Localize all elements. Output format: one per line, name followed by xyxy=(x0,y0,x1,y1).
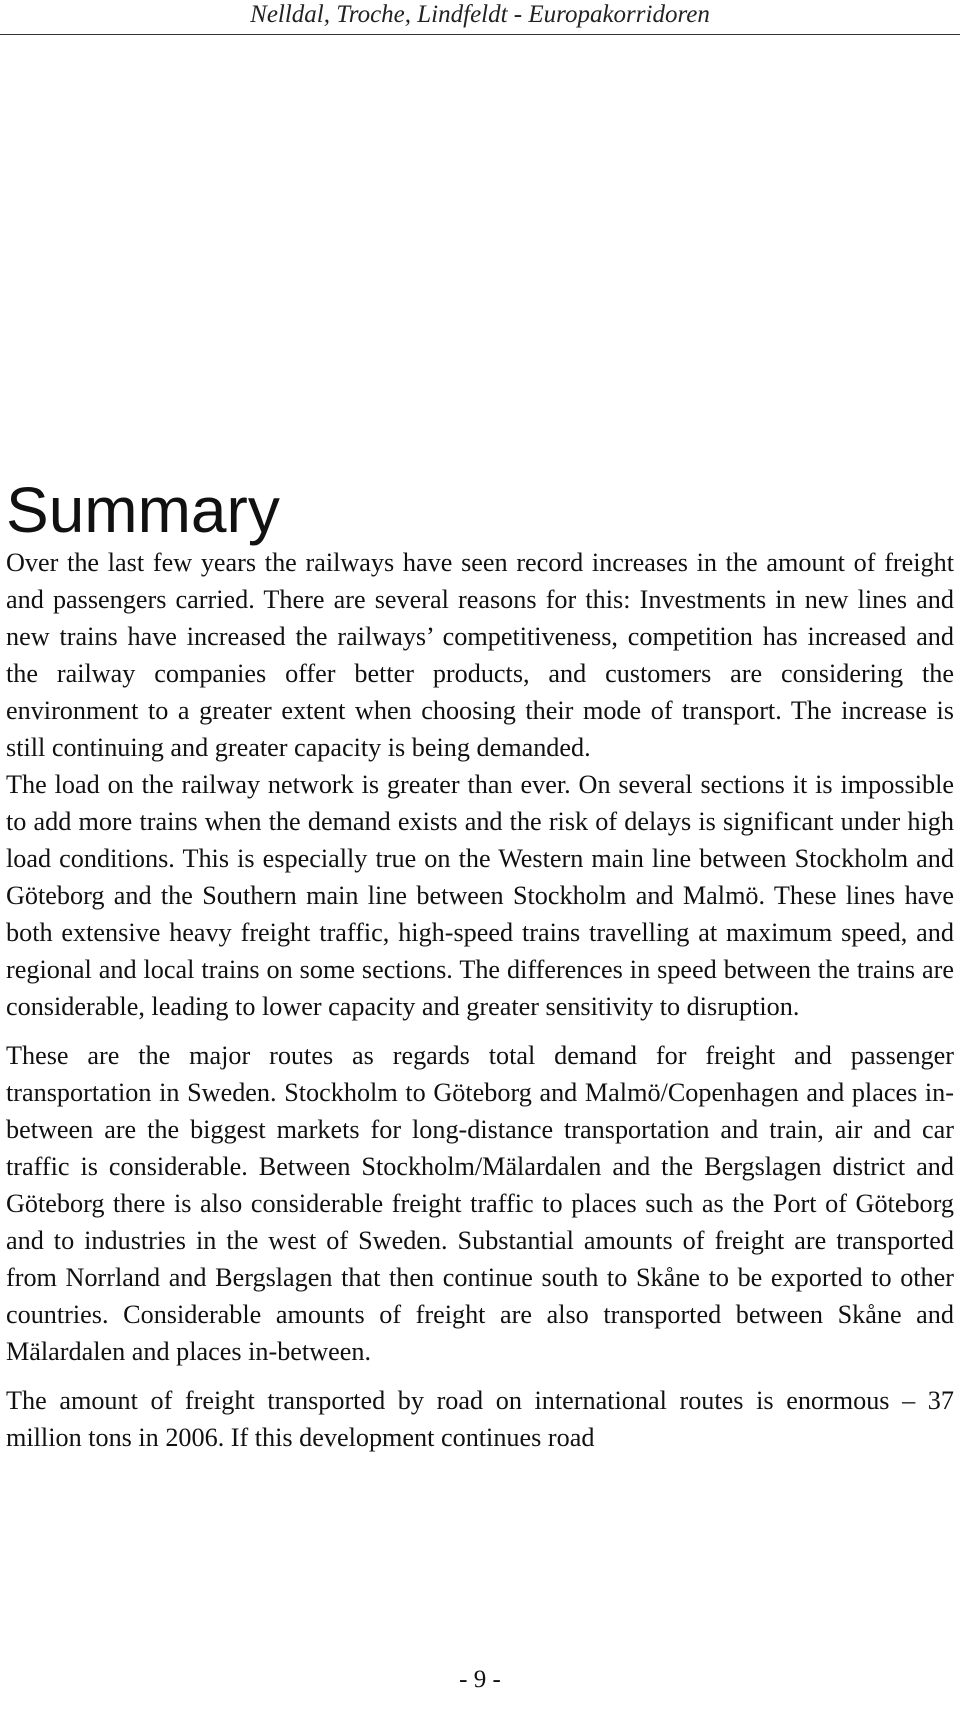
running-header: Nelldal, Troche, Lindfeldt - Europakorridoren xyxy=(250,1,710,28)
body-paragraph-4: The amount of freight transported by road on international routes is enormous – 37 million tons in 2006. If this development continues road xyxy=(6,1386,954,1452)
body-paragraph-2: The load on the railway network is greater than ever. On several sections it is impossible to add more trains when the demand exists and the risk of delays is significant under high load conditions. This is especially true on the Western main line between Stockholm and Göteborg and the Southern main line between Stockholm and Malmö. These lines have both extensive heavy freight traffic, high-speed trains travelling at maximum speed, and regional and local trains on some sections. The differences in speed between the trains are considerable, leading to lower capacity and greater sensitivity to disruption. xyxy=(6,770,954,1021)
body-paragraph-3: These are the major routes as regards total demand for freight and passenger transportation in Sweden. Stockholm to Göteborg and Malmö/Copenhagen and places in-between are the biggest markets for long-distance transportation and train, air and car traffic is considerable. Between Stockholm/Mälardalen and the Bergslagen district and Göteborg there is also considerable freight traffic to places such as the Port of Göteborg and to industries in the west of Sweden. Substantial amounts of freight are transported from Norrland and Bergslagen that then continue south to Skåne to be exported to other countries. Considerable amounts of freight are also transported between Skåne and Mälardalen and places in-between. xyxy=(6,1041,954,1366)
header-divider xyxy=(0,34,960,35)
document-body xyxy=(6,474,954,1456)
body-paragraph-1: Over the last few years the railways have seen record increases in the amount of freight and passengers carried. There are several reasons for this: Investments in new lines and new trains have increased the railways’ competitiveness, competition has increased and the railway companies offer better products, and customers are considering the environment to a greater extent when choosing their mode of transport. The increase is still continuing and greater capacity is being demanded. xyxy=(6,548,954,762)
section-title: Summary xyxy=(6,474,280,546)
page-number: - 9 - xyxy=(459,1666,501,1693)
